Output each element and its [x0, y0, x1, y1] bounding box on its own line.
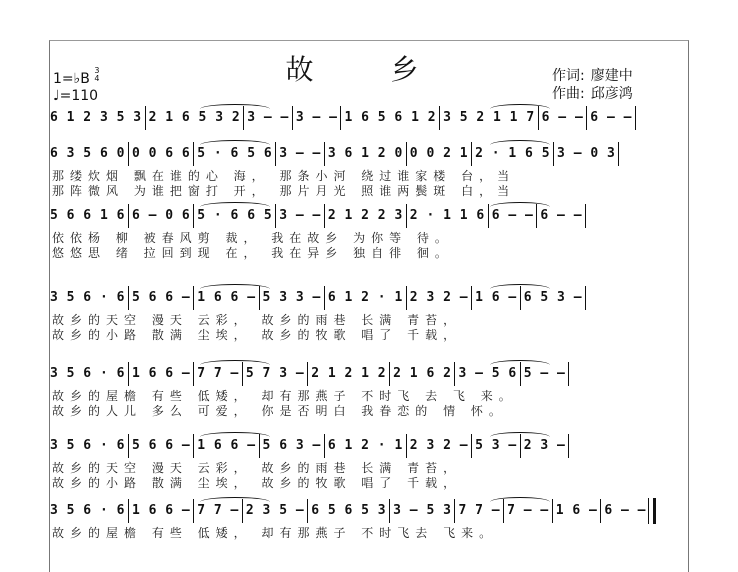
barline	[568, 434, 569, 458]
score-row	[50, 496, 688, 541]
measure: 6 1 2 · 1	[327, 438, 403, 453]
measure: 2 1 2 2 3	[327, 208, 403, 223]
score-sheet	[49, 40, 689, 572]
barline	[568, 362, 569, 386]
measure: 6 – 0 6	[131, 208, 191, 223]
barline	[275, 204, 276, 228]
measure: 5 · 6 6 5	[197, 208, 273, 223]
slur-mark	[200, 104, 270, 114]
measure: 6 5 6 5 3	[311, 503, 387, 518]
measure: 2 3 5 –	[245, 503, 305, 518]
slur-mark	[490, 104, 550, 114]
measure: 7 7 –	[458, 503, 501, 518]
barline	[389, 362, 390, 386]
measure: 3 5 6 · 6	[50, 438, 125, 453]
measure: 1 6 –	[555, 503, 598, 518]
barline	[307, 499, 308, 523]
lyric-line: 故乡的天空 漫天 云彩， 故乡的雨巷 长满 青苔，	[52, 313, 462, 327]
measure: 5 6 6 –	[131, 438, 191, 453]
measure: 5 6 3 –	[262, 438, 321, 453]
lyric-line: 那缕炊烟 飘在谁的心 海， 那条小河 绕过谁家楼 台，当	[52, 169, 516, 183]
slur-mark	[200, 140, 270, 150]
composer-line	[552, 85, 633, 103]
barline	[406, 286, 407, 310]
barline	[439, 106, 440, 130]
time-signature	[94, 67, 99, 83]
final-barline	[648, 498, 656, 524]
measure: 0 0 6 6	[131, 146, 191, 161]
slur-mark	[490, 497, 550, 507]
barline	[193, 142, 194, 166]
slur-mark	[200, 202, 270, 212]
lyric-line: 故乡的天空 漫天 云彩， 故乡的雨巷 长满 青苔，	[52, 461, 462, 475]
barline	[471, 286, 472, 310]
barline	[552, 499, 553, 523]
measure: 6 5 3 –	[523, 290, 583, 305]
measure: 1 6 6 –	[197, 438, 256, 453]
barline	[454, 499, 455, 523]
barline	[585, 286, 586, 310]
barline	[292, 106, 293, 130]
barline	[128, 204, 129, 228]
lyric-line: 悠悠思 绪 拉回到现 在， 我在异乡 独自徘 徊。	[52, 246, 453, 260]
barline	[193, 434, 194, 458]
lyric-line: 故乡的屋檐 有些 低矮， 却有那燕子 不时飞去 飞来。	[52, 526, 498, 540]
time-bottom: 4	[94, 74, 100, 83]
measure: 2 1 6 2	[393, 366, 452, 381]
barline	[488, 204, 489, 228]
barline	[324, 204, 325, 228]
measure: 2 3 –	[523, 438, 566, 453]
lyricist-label: 作词:	[552, 68, 585, 84]
barline	[324, 434, 325, 458]
lyric-line: 故乡的屋檐 有些 低矮， 却有那燕子 不时飞 去 飞 来。	[52, 389, 517, 403]
measure: 1 6 5 6 1 2	[344, 110, 437, 125]
measure: 1 6 –	[475, 290, 517, 305]
lyric-line: 故乡的小路 散满 尘埃， 故乡的牧歌 唱了 千载，	[52, 476, 462, 490]
notation-line	[50, 496, 688, 526]
measure: 6 – –	[540, 208, 583, 223]
barline	[635, 106, 636, 130]
barline	[324, 142, 325, 166]
barline	[406, 142, 407, 166]
slur-mark	[490, 360, 550, 370]
measure: 3 5 6 · 6	[50, 503, 125, 518]
barline	[585, 204, 586, 228]
barline	[389, 499, 390, 523]
lyric-line: 那阵微风 为谁把窗打 开， 那片月光 照谁两鬓斑 白，当	[52, 184, 516, 198]
measure: 3 – 5 3	[393, 503, 452, 518]
lyric-line: 故乡的人儿 多么 可爱， 你是否明白 我眷恋的 情 怀。	[52, 404, 507, 418]
score-row	[50, 359, 688, 419]
barline	[454, 362, 455, 386]
barline	[406, 204, 407, 228]
barline	[193, 286, 194, 310]
measure: 3 – 0 3	[557, 146, 616, 161]
score-row	[50, 103, 688, 133]
barline	[324, 286, 325, 310]
measure: 0 0 2 1	[409, 146, 469, 161]
measure: 5 3 3 –	[262, 290, 321, 305]
measure: 2 1 6 5 3 2	[148, 110, 241, 125]
measure: 5 · 6 5 6	[197, 146, 273, 161]
lyric-line: 依依杨 柳 被春风剪 裁， 我在故乡 为你等 待。	[52, 231, 453, 245]
measure: 2 · 1 6 5	[475, 146, 551, 161]
barline	[600, 499, 601, 523]
measure: 6 – –	[541, 110, 584, 125]
measure: 2 1 2 1 2	[311, 366, 387, 381]
barline	[553, 142, 554, 166]
barline	[275, 142, 276, 166]
measure: 7 7 –	[197, 503, 239, 518]
notation-line	[50, 283, 688, 313]
notation-line	[50, 103, 688, 133]
measure: 3 – 5 6	[458, 366, 517, 381]
score-row	[50, 201, 688, 261]
barline	[307, 362, 308, 386]
slur-mark	[200, 432, 270, 442]
barline	[406, 434, 407, 458]
barline	[128, 362, 129, 386]
time-top: 3	[94, 66, 100, 75]
barline	[128, 434, 129, 458]
measure: 5 6 6 1 6	[50, 208, 125, 223]
measure: 3 – –	[247, 110, 289, 125]
slur-mark	[200, 284, 270, 294]
measure: 3 – –	[279, 208, 321, 223]
barline	[193, 499, 194, 523]
measure: 7 – –	[507, 503, 549, 518]
notation-line	[50, 359, 688, 389]
barline	[340, 106, 341, 130]
notation-line	[50, 139, 688, 169]
barline	[618, 142, 619, 166]
lyricist-name: 廖建中	[590, 68, 633, 84]
composer-name: 邱彦鸿	[590, 86, 633, 102]
key-signature	[53, 67, 99, 87]
measure: 6 1 2 · 1	[327, 290, 403, 305]
score-row	[50, 139, 688, 199]
measure: 3 5 6 · 6	[50, 290, 125, 305]
lyric-line: 故乡的小路 散满 尘埃， 故乡的牧歌 唱了 千载，	[52, 328, 462, 342]
composer-label: 作曲:	[552, 86, 585, 102]
score-row	[50, 283, 688, 343]
measure: 5 3 –	[475, 438, 517, 453]
measure: 5 6 6 –	[131, 290, 191, 305]
slur-mark	[200, 360, 270, 370]
slur-mark	[490, 284, 550, 294]
measure: 7 7 –	[197, 366, 239, 381]
measure: 2 3 2 –	[409, 438, 469, 453]
barline	[193, 362, 194, 386]
notation-line	[50, 201, 688, 231]
measure: 2 · 1 1 6	[409, 208, 485, 223]
slur-mark	[200, 497, 270, 507]
measure: 1 6 6 –	[131, 503, 191, 518]
measure: 3 6 1 2 0	[327, 146, 403, 161]
score-row	[50, 431, 688, 491]
key-label: 1=♭B	[53, 71, 90, 87]
measure: 5 – –	[523, 366, 566, 381]
measure: 1 6 6 –	[197, 290, 256, 305]
barline	[586, 106, 587, 130]
song-title: 故 乡	[285, 53, 453, 86]
measure: 3 5 2 1 1 7	[443, 110, 535, 125]
measure: 6 3 5 6 0	[50, 146, 125, 161]
notation-line	[50, 431, 688, 461]
slur-mark	[490, 140, 550, 150]
slur-mark	[490, 432, 550, 442]
credits	[552, 67, 633, 103]
tempo-mark: ♩=110	[53, 88, 99, 104]
measure: 5 7 3 –	[245, 366, 305, 381]
measure: 2 3 2 –	[409, 290, 469, 305]
barline	[128, 499, 129, 523]
barline	[471, 142, 472, 166]
barline	[471, 434, 472, 458]
barline	[128, 286, 129, 310]
lyricist-line	[552, 67, 633, 85]
measure: 6 – –	[604, 503, 646, 518]
barline	[128, 142, 129, 166]
measure: 3 – –	[295, 110, 338, 125]
measure: 3 5 6 · 6	[50, 366, 125, 381]
measure: 1 6 6 –	[131, 366, 191, 381]
measure: 6 – –	[491, 208, 534, 223]
barline	[145, 106, 146, 130]
measure: 6 1 2 3 5 3	[50, 110, 142, 125]
measure: 6 – –	[590, 110, 632, 125]
slur-mark	[490, 202, 550, 212]
measure: 3 – –	[279, 146, 321, 161]
barline	[193, 204, 194, 228]
